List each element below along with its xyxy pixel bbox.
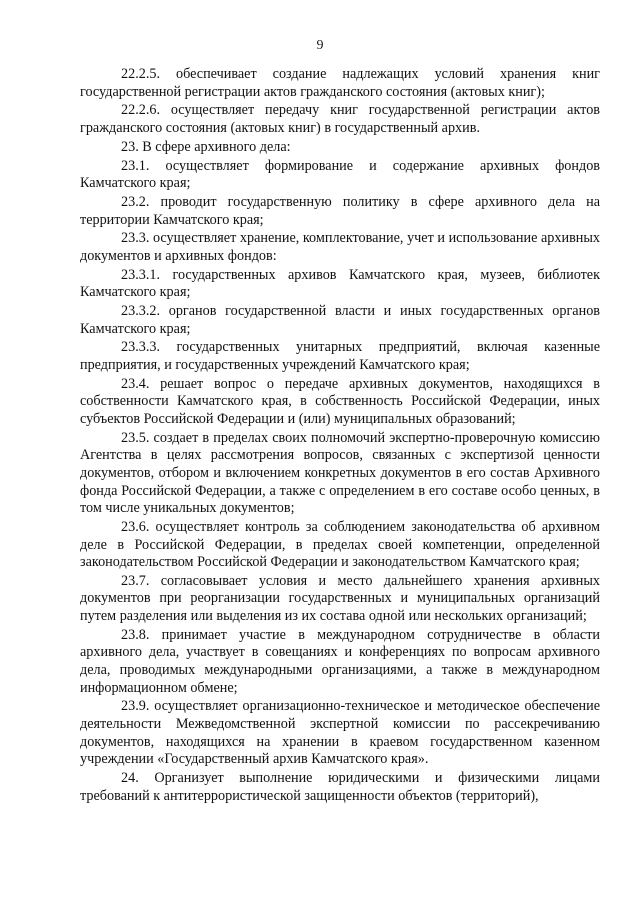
paragraph-24: 24. Организует выполнение юридическими и физическими лицами требований к антитеррористической защищенности объектов (территорий),	[80, 769, 600, 804]
paragraph-22-2-5: 22.2.5. обеспечивает создание надлежащих условий хранения книг государственной регистрации актов гражданского состояния (актовых книг);	[80, 66, 600, 100]
paragraph-23-8: 23.8. принимает участие в международном сотрудничестве в области архивного дела, участвует в совещаниях и конференциях по вопросам архивного дела, проводимых международными организациями, а также в международном информационном обмене;	[80, 626, 600, 696]
paragraph-22-2-6: 22.2.6. осуществляет передачу книг государственной регистрации актов гражданского состояния (актовых книг) в государственный архив.	[80, 102, 600, 136]
page-number: 9	[316, 38, 324, 53]
paragraph-23-3-1: 23.3.1. государственных архивов Камчатского края, музеев, библиотек Камчатского края;	[80, 266, 600, 301]
paragraph-23-1: 23.1. осуществляет формирование и содержание архивных фондов Камчатского края;	[80, 157, 600, 192]
paragraph-23-6: 23.6. осуществляет контроль за соблюдением законодательства об архивном деле в Российской Федерации, в пределах своей компетенции, определенной законодательством Российской Федерации и законодательством Камчатского края;	[80, 518, 600, 571]
paragraph-23-3: 23.3. осуществляет хранение, комплектование, учет и использование архивных документов и архивных фондов:	[80, 230, 600, 264]
paragraph-23-heading: 23. В сфере архивного дела:	[121, 138, 291, 155]
paragraph-23-3-2: 23.3.2. органов государственной власти и иных государственных органов Камчатского края;	[80, 303, 600, 337]
paragraph-23-3-3: 23.3.3. государственных унитарных предприятий, включая казенные предприятия, и государственных учреждений Камчатского края;	[80, 339, 600, 373]
paragraph-23-7: 23.7. согласовывает условия и место дальнейшего хранения архивных документов при реорганизации государственных и муниципальных организаций путем разделения или выделения из их состава одной или нескольких организаций;	[80, 572, 600, 625]
document-body	[80, 66, 600, 806]
paragraph-23-4: 23.4. решает вопрос о передаче архивных документов, находящихся в собственности Камчатского края, в собственность Российской Федерации, иных субъектов Российской Федерации и (или) муниципальных образований;	[80, 375, 600, 427]
paragraph-23-5: 23.5. создает в пределах своих полномочий экспертно-проверочную комиссию Агентства в целях рассмотрения вопросов, связанных с экспертизой ценности документов, отбором и включением конкретных документов в его состав Архивного фонда Российской Федерации, а также с определением в его составе особо ценных, в том числе уникальных документов;	[80, 429, 600, 517]
paragraph-23-9: 23.9. осуществляет организационно-техническое и методическое обеспечение деятельности Межведомственной экспертной комиссии по рассекречиванию документов, находящихся на хранении в краевом государственном казенном учреждении «Государственный архив Камчатского края».	[80, 698, 600, 768]
paragraph-23-2: 23.2. проводит государственную политику в сфере архивного дела на территории Камчатского края;	[80, 193, 600, 228]
